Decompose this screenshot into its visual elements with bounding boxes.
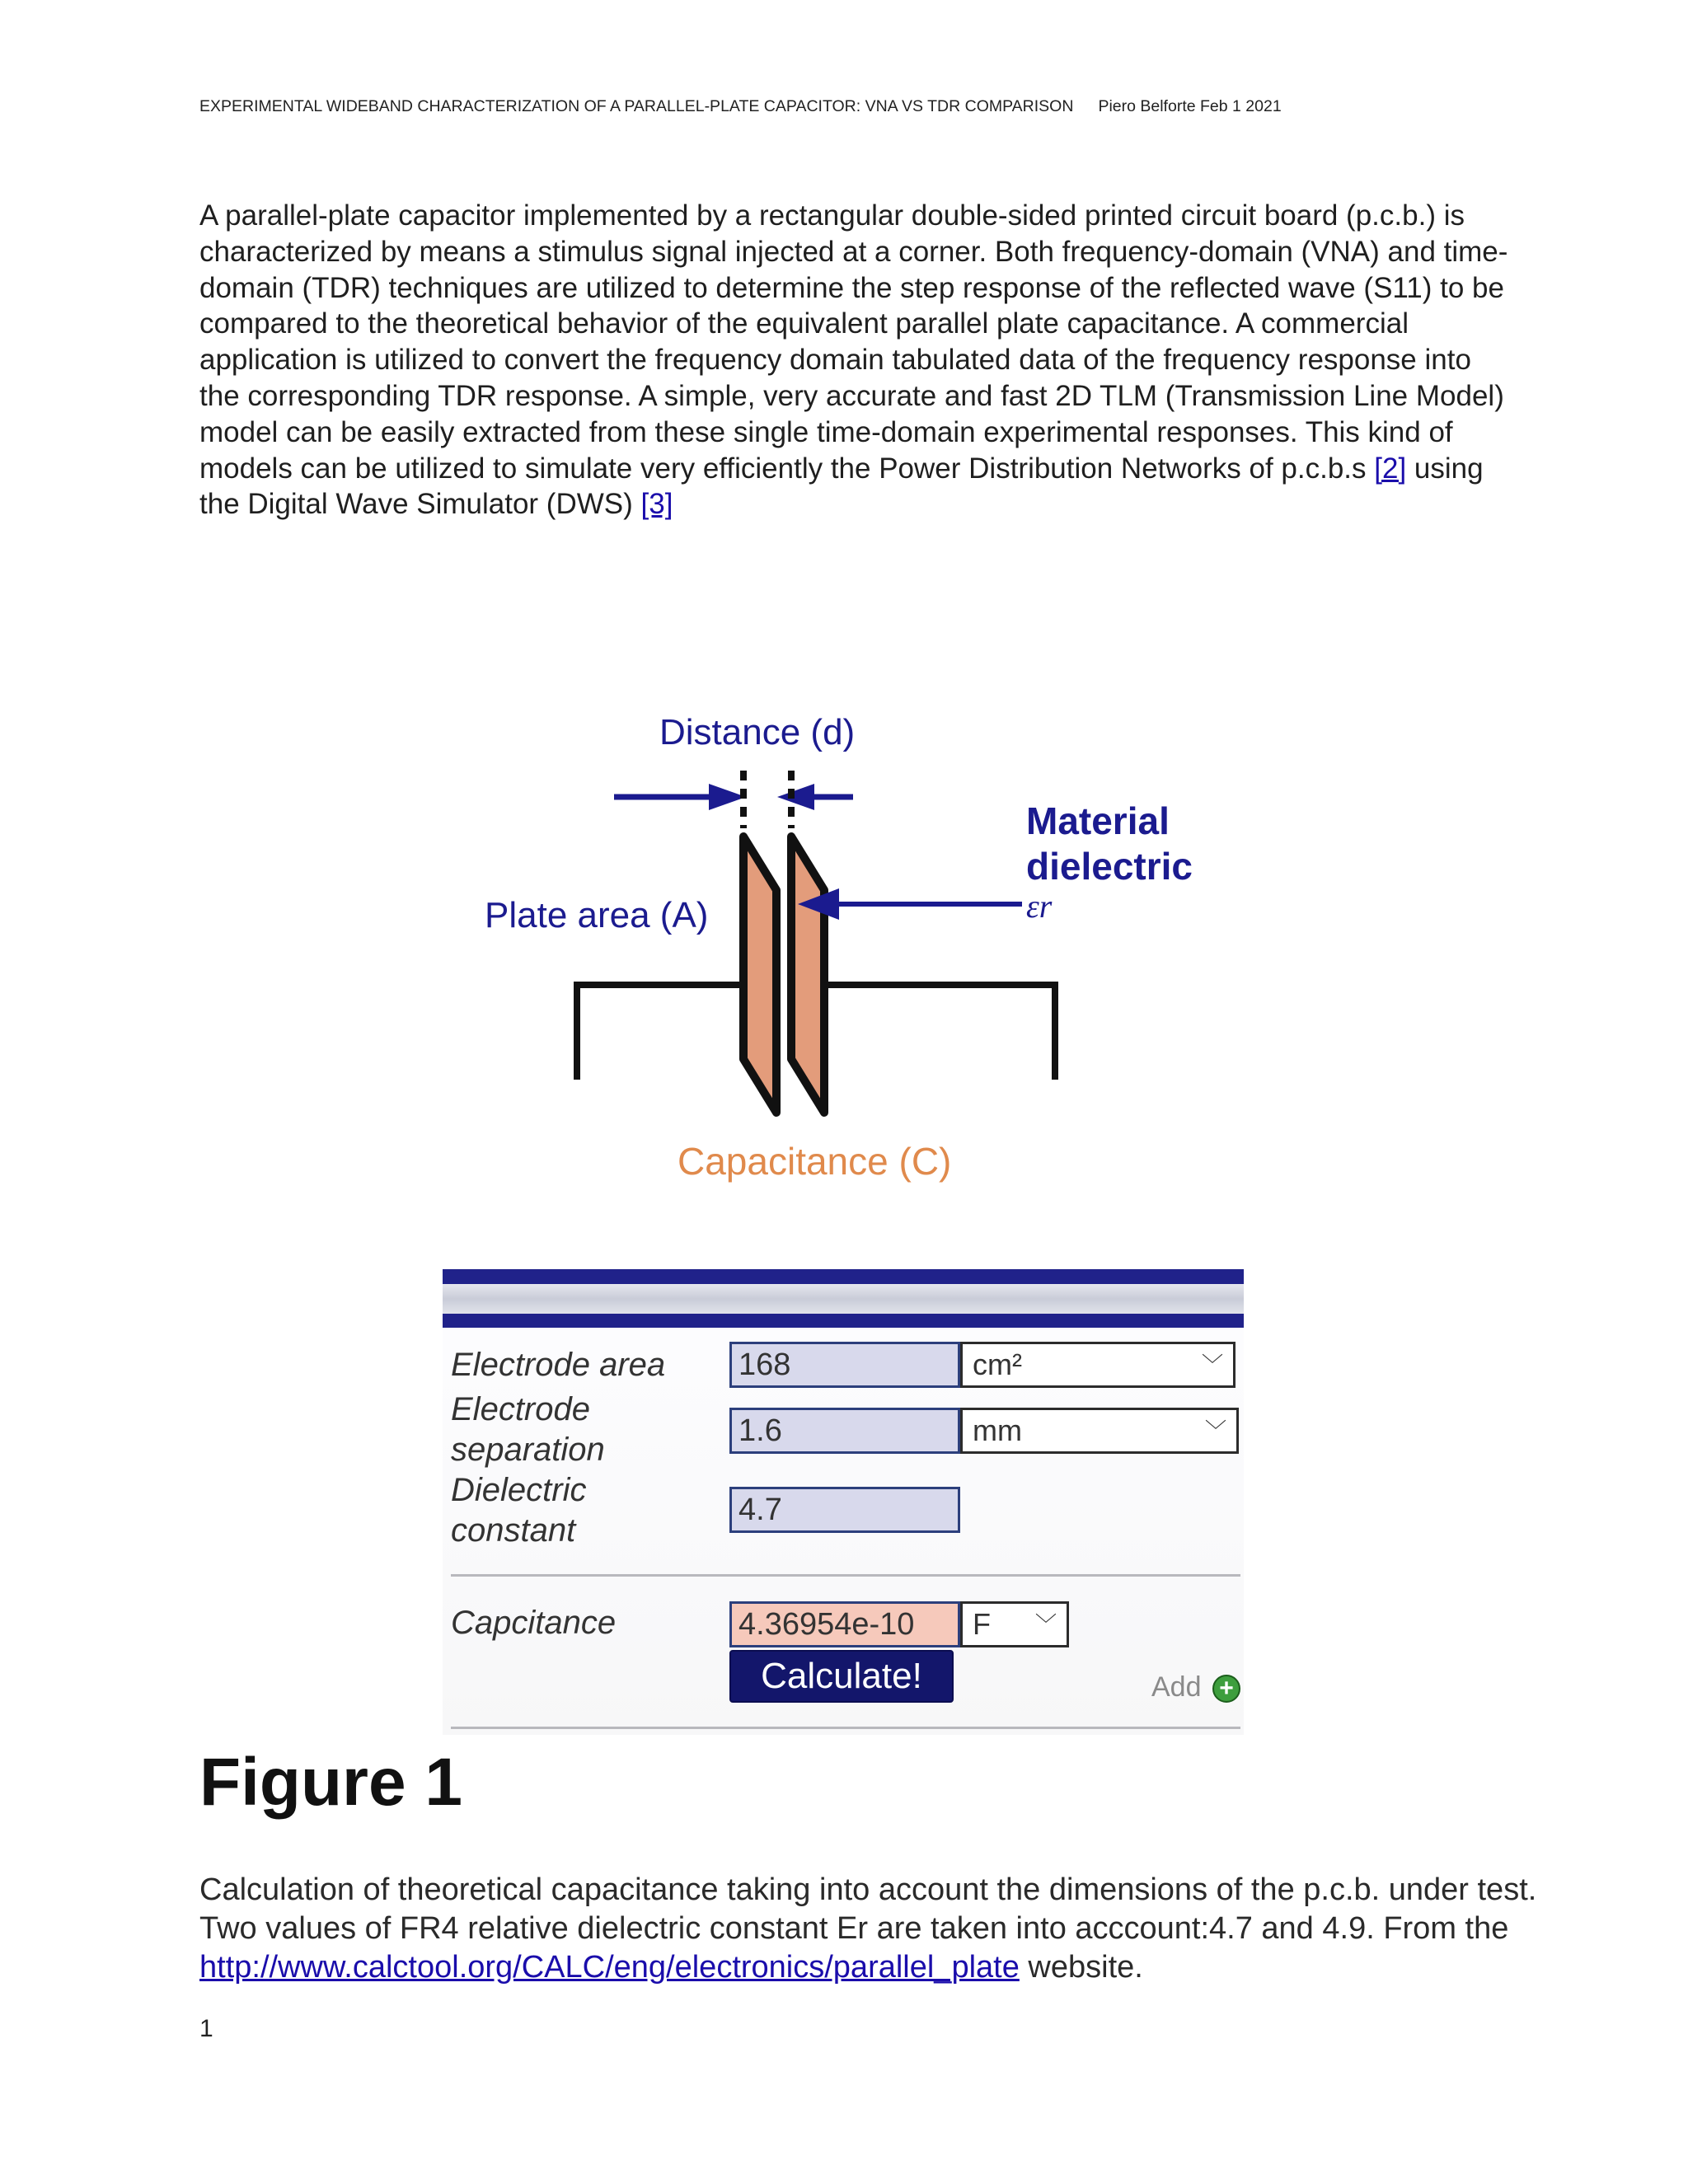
electrode-area-label: Electrode area [451,1347,666,1383]
header-title: EXPERIMENTAL WIDEBAND CHARACTERIZATION OF A PARALLEL-PLATE CAPACITOR: VNA VS TDR COMPARISON [199,97,1074,115]
parallel-plate-capacitor-diagram [462,705,1253,1232]
header-author-date: Piero Belforte Feb 1 2021 [1098,97,1282,115]
abstract-paragraph [199,198,1518,523]
page-number: 1 [199,2015,213,2042]
electrode-separation-label-2: separation [451,1432,605,1468]
chevron-down-icon: ﹀ [1034,1612,1057,1637]
chevron-down-icon: ﹀ [1204,1418,1226,1443]
calculator-bottom-divider [451,1727,1240,1729]
material-label-1: Material [1026,799,1170,842]
figure-caption [199,1871,1551,1987]
add-label: Add [1151,1671,1202,1703]
electrode-separation-input[interactable]: 1.6 [729,1408,960,1454]
reference-link-3[interactable]: [3] [640,488,673,521]
calculate-button[interactable]: Calculate! [729,1650,954,1703]
electrode-area-unit-select[interactable] [960,1342,1236,1388]
material-label-2: dielectric [1026,845,1193,888]
calctool-link[interactable]: http://www.calctool.org/CALC/eng/electronics/parallel_plate [199,1950,1020,1985]
calculator-header-rule [443,1314,1244,1328]
dielectric-label-1: Dielectric [451,1472,587,1508]
capacitance-unit: F [973,1607,991,1641]
right-arrowhead [777,784,814,810]
figure-title: Figure 1 [199,1745,462,1820]
capacitance-result-label: Capcitance [451,1605,617,1641]
capacitor-plate-2 [791,837,824,1113]
capacitance-label: Capacitance (C) [678,1140,952,1183]
add-plus-icon: + [1212,1675,1240,1703]
calculator-top-bar [443,1269,1244,1284]
capacitor-plate-1 [743,837,776,1113]
dielectric-label-2: constant [451,1512,576,1549]
right-lead-wire [824,985,1055,1080]
distance-label: Distance (d) [659,712,856,752]
epsilon-r-symbol: εr [1026,888,1053,925]
electrode-separation-unit-select[interactable] [960,1408,1239,1454]
capacitance-unit-select[interactable] [960,1601,1069,1647]
caption-text: Calculation of theoretical capacitance taking into account the dimensions of the p.c.b. under test. Two values of FR4 relative dielectric constant Er are taken into acccount:4.7 and 4.9. From the [199,1872,1537,1946]
calculator-divider [451,1574,1240,1577]
caption-text-end: website. [1019,1950,1143,1985]
plate-area-label: Plate area (A) [485,895,709,935]
electrode-area-input[interactable]: 168 [729,1342,960,1388]
running-header [199,97,1282,116]
chevron-down-icon: ﹀ [1201,1352,1223,1377]
electrode-separation-label-1: Electrode [451,1391,590,1427]
capacitance-result-field[interactable]: 4.36954e-10 [729,1601,960,1647]
calculator-header-band [443,1284,1244,1314]
reference-link-2[interactable]: [2] [1374,452,1407,485]
abstract-text: A parallel-plate capacitor implemented by a rectangular double-sided printed circuit board (p.c.b.) is characterized by means a stimulus signal injected at a corner. Both frequency-domain (VNA) and time-domain (TDR) techniques are utilized to determine the step response of the reflected wave (S11) to be compared to the theoretical behavior of the equivalent parallel plate capacitance. A commercial application is utilized to convert the frequency domain tabulated data of the frequency response into the corresponding TDR response. A simple, very accurate and fast 2D TLM (Transmission Line Model) model can be easily extracted from these single time-domain experimental responses. This kind of models can be utilized to simulate very efficiently the Power Distribution Networks of p.c.b.s [199,199,1508,485]
electrode-separation-unit: mm [973,1413,1022,1447]
add-button[interactable] [1151,1671,1240,1704]
capacitance-calculator [443,1269,1244,1735]
abstract-text-cont: using the Digital Wave Simulator (DWS) [199,452,1484,521]
dielectric-constant-input[interactable]: 4.7 [729,1487,960,1533]
electrode-area-unit: cm² [973,1347,1022,1381]
